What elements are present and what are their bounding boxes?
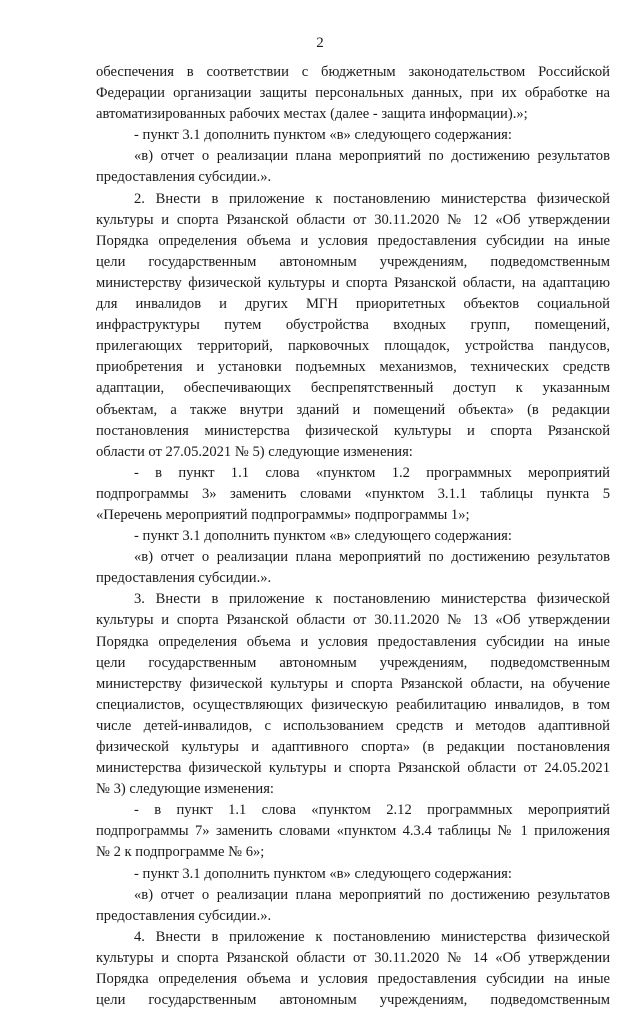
text-line: обеспечения в соответствии с бюджетным законодательством Российской: [96, 64, 610, 80]
text-line: физической культуры и адаптивного спорта» (в редакции постановления: [96, 739, 610, 755]
text-line: «в) отчет о реализации плана мероприятий по достижению результатов: [134, 549, 610, 566]
text-line: 3. Внести в приложение к постановлению министерства физической: [134, 591, 610, 608]
text-line: 4. Внести в приложение к постановлению министерства физической: [134, 928, 610, 945]
text-line: Порядка определения объема и условия предоставления субсидии на иные: [96, 633, 610, 650]
text-line: цели государственным автономным учреждениям, подведомственным: [96, 253, 610, 270]
text-line: цели государственным автономным учреждениям, подведомственным: [96, 654, 610, 671]
text-line: для инвалидов и других МГН приоритетных объектов социальной: [96, 296, 610, 313]
text-line: объектам, а также внутри зданий и помещений объекта» (в редакции: [96, 401, 610, 418]
text-line: «Перечень мероприятий подпрограммы» подпрограммы 1»;: [96, 506, 470, 523]
text-line: - пункт 3.1 дополнить пунктом «в» следующего содержания:: [134, 865, 512, 882]
text-line: министерства физической культуры и спорта Рязанской области от 24.05.2021: [96, 760, 610, 777]
text-line: № 2 к подпрограмме № 6»;: [96, 844, 265, 861]
text-line: инфраструктуры путем обустройства входных групп, помещений,: [96, 317, 610, 334]
text-line: министерству физической культуры и спорта Рязанской области, на обучение: [96, 675, 610, 692]
text-line: подпрограммы 7» заменить словами «пунктом 4.3.4 таблицы № 1 приложения: [96, 823, 610, 840]
text-line: Федерации организации защиты персональных данных, при их обработке на: [96, 85, 610, 102]
text-line: числе детей-инвалидов, с использованием средств и методов адаптивной: [96, 717, 610, 734]
text-line: «в) отчет о реализации плана мероприятий по достижению результатов: [134, 148, 610, 165]
text-line: Порядка определения объема и условия предоставления субсидии на иные: [96, 971, 610, 988]
text-line: - пункт 3.1 дополнить пунктом «в» следующего содержания:: [134, 127, 512, 144]
text-line: № 3) следующие изменения:: [96, 781, 274, 798]
text-line: культуры и спорта Рязанской области от 30.11.2020 № 14 «Об утверждении: [96, 949, 610, 966]
document-body: [96, 62, 610, 1011]
text-line: постановления министерства физической культуры и спорта Рязанской: [96, 422, 610, 439]
text-line: приобретения и установки подъемных механизмов, технических средств: [96, 359, 610, 376]
text-line: - в пункт 1.1 слова «пунктом 1.2 программных мероприятий: [134, 464, 610, 481]
text-line: Порядка определения объема и условия предоставления субсидии на иные: [96, 232, 610, 249]
text-line: адаптации, обеспечивающих беспрепятственный доступ к указанным: [96, 380, 610, 397]
text-line: предоставления субсидии.».: [96, 169, 272, 186]
text-line: специалистов, осуществляющих физическую реабилитацию инвалидов, в том: [96, 696, 610, 713]
text-line: прилегающих территорий, парковочных площадок, устройства пандусов,: [96, 338, 610, 355]
page-number: 2: [316, 35, 324, 51]
text-line: 2. Внести в приложение к постановлению министерства физической: [134, 190, 610, 207]
text-line: - в пункт 1.1 слова «пунктом 2.12 программных мероприятий: [134, 802, 610, 819]
text-line: министерству физической культуры и спорта Рязанской области, на адаптацию: [96, 274, 610, 291]
text-line: культуры и спорта Рязанской области от 30.11.2020 № 13 «Об утверждении: [96, 612, 610, 629]
text-line: области от 27.05.2021 № 5) следующие изменения:: [96, 443, 413, 460]
text-line: «в) отчет о реализации плана мероприятий по достижению результатов: [134, 886, 610, 903]
text-line: - пункт 3.1 дополнить пунктом «в» следующего содержания:: [134, 528, 512, 545]
text-line: предоставления субсидии.».: [96, 907, 272, 924]
text-line: цели государственным автономным учреждениям, подведомственным: [96, 992, 610, 1009]
text-line: подпрограммы 3» заменить словами «пунктом 3.1.1 таблицы пункта 5: [96, 485, 610, 502]
text-line: предоставления субсидии.».: [96, 570, 272, 587]
text-line: автоматизированных рабочих местах (далее - защита информации).»;: [96, 106, 528, 123]
text-line: культуры и спорта Рязанской области от 30.11.2020 № 12 «Об утверждении: [96, 211, 610, 228]
